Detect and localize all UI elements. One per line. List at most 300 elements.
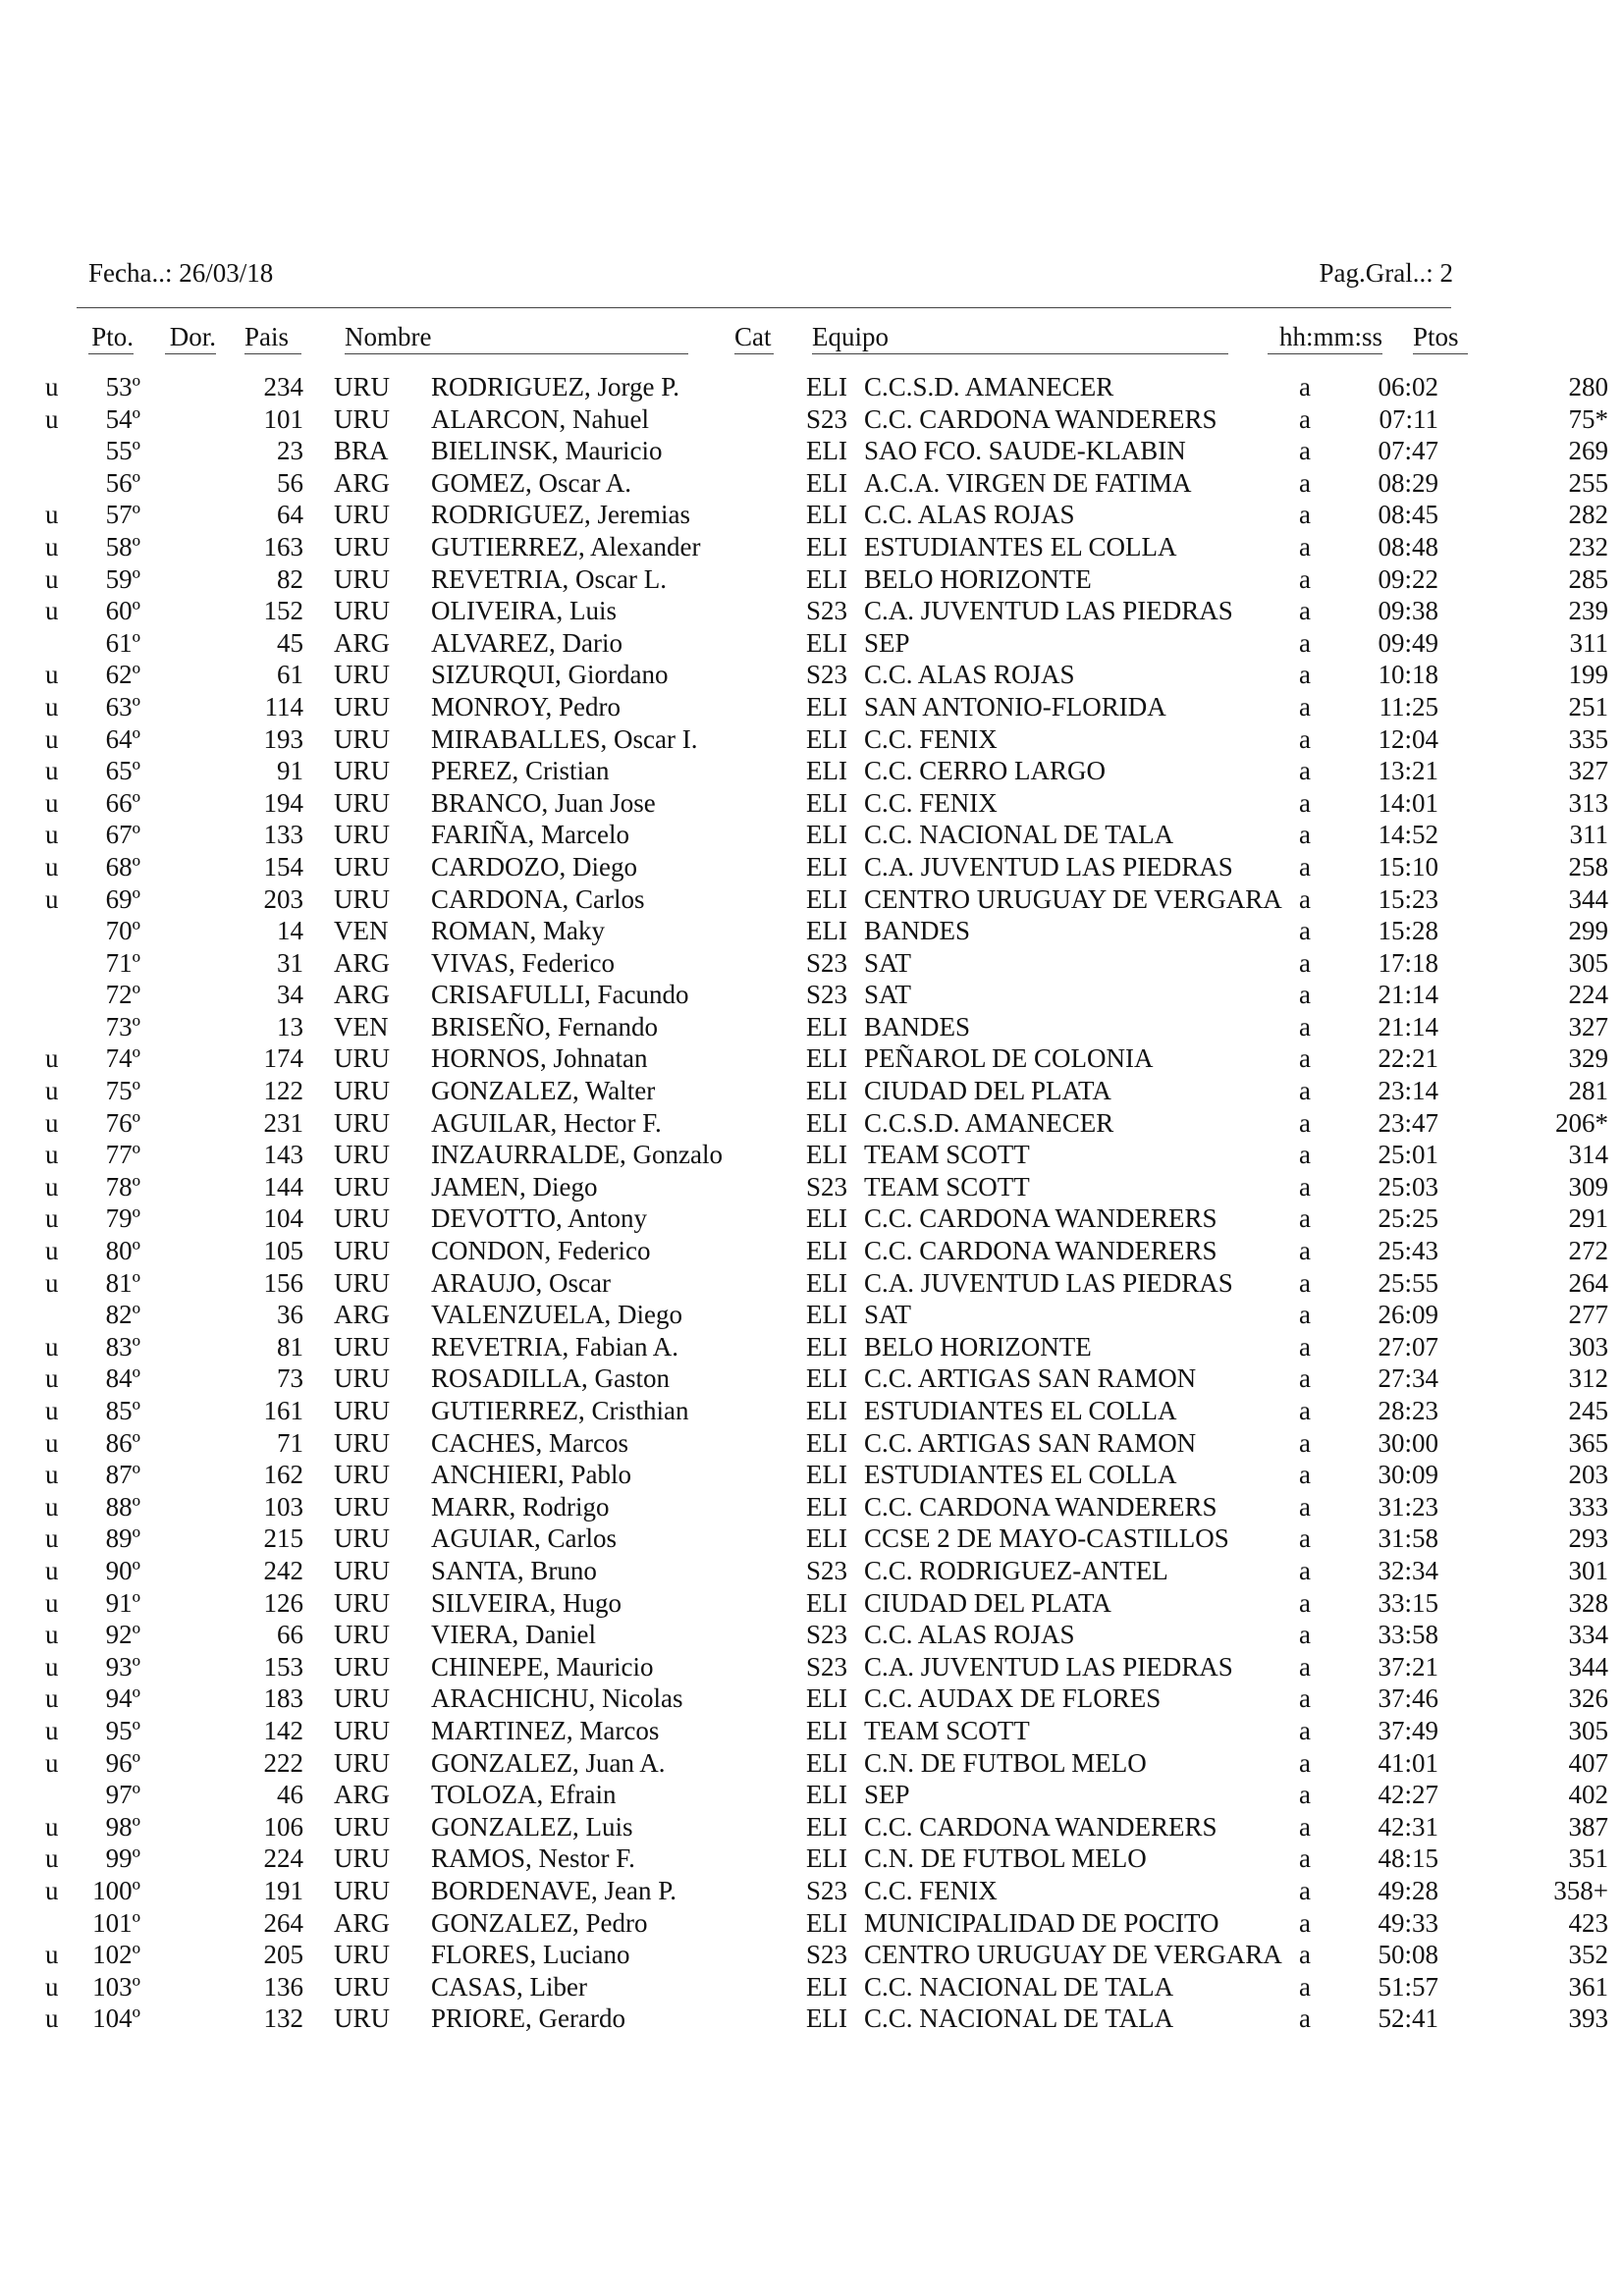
cell-spacer (140, 371, 221, 403)
table-row (0, 1875, 1623, 1907)
cell-category: ELI (806, 1427, 847, 1458)
cell-marker: u (45, 1460, 59, 1490)
cell-rider-name: MIRABALLES, Oscar I. (431, 723, 698, 754)
cell-time-gap: 25:01 (1378, 1140, 1438, 1170)
cell-bib-number: 61 (277, 660, 303, 690)
cell-spacer (1438, 723, 1522, 756)
cell-spacer (140, 947, 221, 980)
cell-time-gap: 49:28 (1378, 1875, 1438, 1905)
cell-category: ELI (806, 1300, 847, 1330)
cell-a-flag: a (1299, 1236, 1311, 1266)
cell-bib-number: 132 (263, 2003, 303, 2034)
cell-spacer (1438, 1042, 1522, 1075)
cell-country: URU (334, 1715, 391, 1745)
cell-position: 89º (105, 1523, 140, 1554)
cell-spacer (1438, 1939, 1522, 1971)
cell-team: C.C.S.D. AMANECER (864, 1107, 1114, 1138)
cell-spacer (1438, 1491, 1522, 1523)
table-row (0, 1139, 1623, 1171)
cell-a-flag: a (1299, 1011, 1311, 1041)
cell-points: 314 (1568, 1140, 1608, 1170)
cell-rider-name: SIZURQUI, Giordano (431, 660, 669, 690)
cell-bib-number: 142 (263, 1715, 303, 1745)
cell-marker: u (45, 372, 59, 401)
cell-category: S23 (806, 403, 848, 434)
cell-marker: u (45, 1523, 59, 1554)
cell-a-flag: a (1299, 1363, 1311, 1394)
cell-team: C.N. DE FUTBOL MELO (864, 1747, 1147, 1778)
table-row (0, 1011, 1623, 1043)
cell-category: S23 (806, 1651, 848, 1682)
cell-points: 311 (1569, 627, 1608, 658)
table-row (0, 403, 1623, 436)
cell-spacer (140, 1715, 221, 1747)
cell-spacer (1438, 659, 1522, 691)
cell-rider-name: CASAS, Liber (431, 1971, 588, 2002)
cell-bib-number: 91 (277, 756, 303, 786)
cell-marker: u (45, 1843, 59, 1874)
cell-category: ELI (806, 1396, 847, 1425)
table-row (0, 1491, 1623, 1523)
cell-points: 272 (1568, 1236, 1608, 1266)
cell-points: 312 (1568, 1363, 1608, 1394)
cell-category: ELI (806, 1011, 847, 1041)
cell-position: 85º (105, 1396, 140, 1425)
cell-points: 344 (1568, 1651, 1608, 1682)
cell-category: ELI (806, 1460, 847, 1490)
cell-team: CCSE 2 DE MAYO-CASTILLOS (864, 1523, 1229, 1554)
cell-spacer (140, 1107, 221, 1140)
cell-team: SAT (864, 980, 912, 1010)
cell-spacer (1438, 1299, 1522, 1331)
cell-spacer (140, 1811, 221, 1843)
cell-country: URU (334, 1203, 391, 1234)
cell-points: 423 (1568, 1907, 1608, 1938)
cell-a-flag: a (1299, 1747, 1311, 1778)
cell-spacer (140, 467, 221, 500)
cell-spacer (140, 1362, 221, 1395)
cell-rider-name: HORNOS, Johnatan (431, 1043, 648, 1074)
cell-spacer (1438, 755, 1522, 787)
cell-team: PEÑAROL DE COLONIA (864, 1043, 1154, 1074)
table-row (0, 435, 1623, 467)
cell-time-gap: 08:45 (1378, 500, 1438, 530)
cell-rider-name: RODRIGUEZ, Jeremias (431, 500, 690, 530)
cell-category: ELI (806, 1043, 847, 1074)
cell-category: ELI (806, 531, 847, 561)
col-header-nombre: Nombre (345, 320, 688, 354)
cell-points: 361 (1568, 1971, 1608, 2002)
results-rows (0, 371, 1623, 2035)
cell-category: S23 (806, 1171, 848, 1201)
cell-rider-name: RODRIGUEZ, Jorge P. (431, 372, 680, 401)
cell-country: URU (334, 1940, 391, 1970)
cell-team: C.C. ARTIGAS SAN RAMON (864, 1427, 1197, 1458)
table-row (0, 979, 1623, 1011)
cell-time-gap: 48:15 (1378, 1843, 1438, 1874)
cell-spacer (140, 1427, 221, 1460)
cell-position: 77º (105, 1140, 140, 1170)
cell-bib-number: 234 (263, 372, 303, 401)
cell-points: 291 (1568, 1203, 1608, 1234)
cell-category: ELI (806, 500, 847, 530)
cell-points: 281 (1568, 1076, 1608, 1106)
cell-time-gap: 33:58 (1378, 1620, 1438, 1650)
cell-rider-name: GUTIERREZ, Cristhian (431, 1396, 689, 1425)
table-row (0, 499, 1623, 531)
cell-category: ELI (806, 916, 847, 946)
cell-bib-number: 222 (263, 1747, 303, 1778)
table-row (0, 1939, 1623, 1971)
cell-rider-name: AGUILAR, Hector F. (431, 1107, 662, 1138)
cell-country: ARG (334, 1300, 391, 1330)
cell-position: 64º (105, 723, 140, 754)
cell-spacer (1438, 531, 1522, 563)
cell-time-gap: 26:09 (1378, 1300, 1438, 1330)
cell-position: 102º (92, 1940, 140, 1970)
cell-time-gap: 25:25 (1378, 1203, 1438, 1234)
cell-country: URU (334, 531, 391, 561)
cell-time-gap: 15:23 (1378, 883, 1438, 914)
cell-category: ELI (806, 883, 847, 914)
cell-category: ELI (806, 467, 847, 498)
cell-rider-name: GONZALEZ, Juan A. (431, 1747, 666, 1778)
cell-category: ELI (806, 787, 847, 818)
cell-country: URU (334, 1555, 391, 1585)
cell-rider-name: FARIÑA, Marcelo (431, 820, 629, 850)
cell-spacer (1438, 1235, 1522, 1267)
cell-country: URU (334, 1107, 391, 1138)
cell-team: CIUDAD DEL PLATA (864, 1587, 1111, 1618)
cell-points: 328 (1568, 1587, 1608, 1618)
cell-a-flag: a (1299, 1043, 1311, 1074)
cell-rider-name: BRANCO, Juan Jose (431, 787, 656, 818)
cell-time-gap: 42:27 (1378, 1780, 1438, 1810)
cell-team: C.C. RODRIGUEZ-ANTEL (864, 1555, 1168, 1585)
cell-time-gap: 41:01 (1378, 1747, 1438, 1778)
cell-team: C.C. NACIONAL DE TALA (864, 820, 1174, 850)
cell-team: C.C. FENIX (864, 723, 998, 754)
cell-a-flag: a (1299, 1203, 1311, 1234)
cell-country: ARG (334, 947, 391, 978)
cell-marker: u (45, 660, 59, 690)
cell-rider-name: VIVAS, Federico (431, 947, 615, 978)
cell-country: URU (334, 596, 391, 626)
cell-spacer (1438, 1202, 1522, 1235)
cell-spacer (1438, 627, 1522, 660)
cell-country: URU (334, 1620, 391, 1650)
cell-rider-name: ARAUJO, Oscar (431, 1267, 611, 1298)
cell-rider-name: OLIVEIRA, Luis (431, 596, 617, 626)
cell-position: 71º (105, 947, 140, 978)
cell-team: C.C. ALAS ROJAS (864, 500, 1075, 530)
cell-a-flag: a (1299, 1396, 1311, 1425)
cell-country: ARG (334, 980, 391, 1010)
cell-a-flag: a (1299, 1140, 1311, 1170)
cell-bib-number: 56 (277, 467, 303, 498)
cell-rider-name: ALARCON, Nahuel (431, 403, 649, 434)
cell-points: 327 (1568, 756, 1608, 786)
cell-country: URU (334, 1236, 391, 1266)
cell-spacer (140, 1042, 221, 1075)
cell-marker: u (45, 851, 59, 881)
cell-spacer (140, 883, 221, 916)
cell-team: C.C. CARDONA WANDERERS (864, 1236, 1217, 1266)
cell-a-flag: a (1299, 723, 1311, 754)
cell-points: 239 (1568, 596, 1608, 626)
cell-rider-name: BRISEÑO, Fernando (431, 1011, 658, 1041)
cell-position: 60º (105, 596, 140, 626)
cell-spacer (140, 499, 221, 531)
cell-spacer (1438, 563, 1522, 596)
table-row (0, 1235, 1623, 1267)
cell-bib-number: 34 (277, 980, 303, 1010)
cell-rider-name: BORDENAVE, Jean P. (431, 1875, 677, 1905)
cell-rider-name: CACHES, Marcos (431, 1427, 628, 1458)
cell-country: ARG (334, 627, 391, 658)
cell-spacer (1438, 1555, 1522, 1587)
cell-time-gap: 21:14 (1378, 1011, 1438, 1041)
cell-position: 66º (105, 787, 140, 818)
cell-spacer (1438, 851, 1522, 883)
cell-category: ELI (806, 2003, 847, 2034)
cell-country: URU (334, 851, 391, 881)
cell-rider-name: CHINEPE, Mauricio (431, 1651, 654, 1682)
cell-a-flag: a (1299, 1267, 1311, 1298)
cell-category: S23 (806, 1620, 848, 1650)
cell-rider-name: PEREZ, Cristian (431, 756, 610, 786)
cell-points: 305 (1568, 1715, 1608, 1745)
cell-bib-number: 152 (263, 596, 303, 626)
cell-marker: u (45, 1651, 59, 1682)
cell-country: URU (334, 1460, 391, 1490)
cell-spacer (1438, 787, 1522, 820)
cell-time-gap: 09:38 (1378, 596, 1438, 626)
cell-spacer (140, 691, 221, 723)
cell-time-gap: 15:28 (1378, 916, 1438, 946)
table-row (0, 1522, 1623, 1555)
cell-country: URU (334, 756, 391, 786)
cell-points: 245 (1568, 1396, 1608, 1425)
cell-team: C.C.S.D. AMANECER (864, 372, 1114, 401)
cell-bib-number: 136 (263, 1971, 303, 2002)
cell-rider-name: MARTINEZ, Marcos (431, 1715, 660, 1745)
cell-time-gap: 15:10 (1378, 851, 1438, 881)
cell-team: TEAM SCOTT (864, 1140, 1030, 1170)
cell-spacer (1438, 691, 1522, 723)
table-row (0, 1202, 1623, 1235)
table-row (0, 1715, 1623, 1747)
cell-spacer (1438, 1747, 1522, 1780)
cell-spacer (140, 1971, 221, 2003)
cell-country: VEN (334, 916, 389, 946)
cell-category: ELI (806, 372, 847, 401)
cell-marker: u (45, 531, 59, 561)
cell-country: URU (334, 1843, 391, 1874)
cell-rider-name: CARDOZO, Diego (431, 851, 637, 881)
cell-a-flag: a (1299, 1107, 1311, 1138)
cell-spacer (140, 723, 221, 756)
cell-bib-number: 81 (277, 1331, 303, 1362)
cell-rider-name: JAMEN, Diego (431, 1171, 598, 1201)
cell-points: 387 (1568, 1811, 1608, 1842)
cell-position: 76º (105, 1107, 140, 1138)
cell-team: C.A. JUVENTUD LAS PIEDRAS (864, 851, 1233, 881)
cell-a-flag: a (1299, 531, 1311, 561)
cell-bib-number: 242 (263, 1555, 303, 1585)
cell-team: SAN ANTONIO-FLORIDA (864, 691, 1166, 721)
cell-points: 313 (1568, 787, 1608, 818)
cell-points: 352 (1568, 1940, 1608, 1970)
cell-bib-number: 82 (277, 563, 303, 594)
table-row (0, 1779, 1623, 1811)
table-row (0, 819, 1623, 851)
cell-a-flag: a (1299, 627, 1311, 658)
cell-spacer (140, 1235, 221, 1267)
cell-position: 96º (105, 1747, 140, 1778)
cell-team: BANDES (864, 1011, 971, 1041)
cell-spacer (140, 1267, 221, 1300)
cell-marker (0, 1779, 88, 1811)
table-row (0, 1171, 1623, 1203)
cell-a-flag: a (1299, 1427, 1311, 1458)
table-row (0, 1971, 1623, 2003)
cell-spacer (140, 1491, 221, 1523)
table-row (0, 1042, 1623, 1075)
cell-marker: u (45, 563, 59, 594)
cell-marker: u (45, 1427, 59, 1458)
cell-rider-name: CONDON, Federico (431, 1236, 651, 1266)
cell-marker: u (45, 1875, 59, 1905)
cell-position: 86º (105, 1427, 140, 1458)
cell-time-gap: 08:29 (1378, 467, 1438, 498)
cell-team: ESTUDIANTES EL COLLA (864, 1396, 1177, 1425)
cell-rider-name: BIELINSK, Mauricio (431, 436, 663, 466)
cell-a-flag: a (1299, 2003, 1311, 2034)
cell-country: URU (334, 1587, 391, 1618)
cell-team: SEP (864, 627, 910, 658)
cell-points: 264 (1568, 1267, 1608, 1298)
table-row (0, 531, 1623, 563)
cell-a-flag: a (1299, 1715, 1311, 1745)
cell-spacer (1438, 1907, 1522, 1940)
cell-time-gap: 37:21 (1378, 1651, 1438, 1682)
cell-marker: u (45, 1267, 59, 1298)
cell-marker (0, 435, 88, 467)
cell-rider-name: MONROY, Pedro (431, 691, 622, 721)
cell-time-gap: 52:41 (1378, 2003, 1438, 2034)
cell-marker (0, 947, 88, 980)
cell-spacer (1438, 1011, 1522, 1043)
cell-spacer (1438, 1171, 1522, 1203)
cell-rider-name: ROMAN, Maky (431, 916, 606, 946)
cell-time-gap: 07:11 (1379, 403, 1438, 434)
table-row (0, 915, 1623, 947)
cell-spacer (1438, 1362, 1522, 1395)
cell-time-gap: 31:58 (1378, 1523, 1438, 1554)
cell-country: ARG (334, 467, 391, 498)
col-header-pais: Pais (244, 320, 301, 354)
cell-a-flag: a (1299, 596, 1311, 626)
col-header-cat: Cat (734, 320, 774, 354)
cell-time-gap: 08:48 (1378, 531, 1438, 561)
cell-position: 80º (105, 1236, 140, 1266)
table-row (0, 947, 1623, 980)
cell-spacer (140, 1331, 221, 1363)
table-row (0, 787, 1623, 820)
cell-country: URU (334, 1331, 391, 1362)
cell-category: ELI (806, 820, 847, 850)
cell-country: URU (334, 1811, 391, 1842)
cell-team: C.C. NACIONAL DE TALA (864, 2003, 1174, 2034)
cell-bib-number: 203 (263, 883, 303, 914)
cell-position: 59º (105, 563, 140, 594)
cell-country: URU (334, 403, 391, 434)
cell-spacer (140, 1747, 221, 1780)
cell-category: ELI (806, 851, 847, 881)
cell-time-gap: 30:09 (1378, 1460, 1438, 1490)
cell-rider-name: DEVOTTO, Antony (431, 1203, 647, 1234)
cell-points: 293 (1568, 1523, 1608, 1554)
cell-marker: u (45, 1747, 59, 1778)
cell-marker: u (45, 1971, 59, 2002)
cell-category: ELI (806, 1107, 847, 1138)
date-label: Fecha..: 26/03/18 (88, 258, 274, 288)
cell-rider-name: VALENZUELA, Diego (431, 1300, 682, 1330)
col-header-tiempo: hh:mm:ss (1268, 320, 1382, 354)
cell-points: 280 (1568, 372, 1608, 401)
cell-bib-number: 101 (263, 403, 303, 434)
cell-category: ELI (806, 1236, 847, 1266)
cell-category: ELI (806, 691, 847, 721)
cell-points: 358+ (1553, 1875, 1608, 1905)
cell-team: MUNICIPALIDAD DE POCITO (864, 1907, 1219, 1938)
cell-marker: u (45, 883, 59, 914)
cell-marker: u (45, 1683, 59, 1714)
cell-marker: u (45, 1331, 59, 1362)
cell-spacer (1438, 1811, 1522, 1843)
cell-time-gap: 14:52 (1378, 820, 1438, 850)
cell-country: URU (334, 1971, 391, 2002)
cell-position: 57º (105, 500, 140, 530)
cell-position: 103º (92, 1971, 140, 2002)
cell-marker: u (45, 500, 59, 530)
cell-marker: u (45, 1587, 59, 1618)
table-row (0, 1907, 1623, 1940)
cell-bib-number: 66 (277, 1620, 303, 1650)
cell-country: URU (334, 1140, 391, 1170)
cell-category: ELI (806, 756, 847, 786)
cell-a-flag: a (1299, 436, 1311, 466)
cell-position: 53º (105, 372, 140, 401)
cell-bib-number: 104 (263, 1203, 303, 1234)
table-row (0, 723, 1623, 756)
cell-time-gap: 22:21 (1378, 1043, 1438, 1074)
cell-a-flag: a (1299, 1683, 1311, 1714)
cell-category: ELI (806, 1715, 847, 1745)
table-row (0, 1747, 1623, 1780)
cell-spacer (1438, 883, 1522, 916)
cell-category: ELI (806, 1971, 847, 2002)
cell-time-gap: 25:03 (1378, 1171, 1438, 1201)
cell-country: URU (334, 883, 391, 914)
table-row (0, 883, 1623, 916)
cell-bib-number: 122 (263, 1076, 303, 1106)
cell-time-gap: 21:14 (1378, 980, 1438, 1010)
cell-spacer (1438, 1587, 1522, 1620)
cell-spacer (140, 851, 221, 883)
cell-spacer (1438, 915, 1522, 947)
